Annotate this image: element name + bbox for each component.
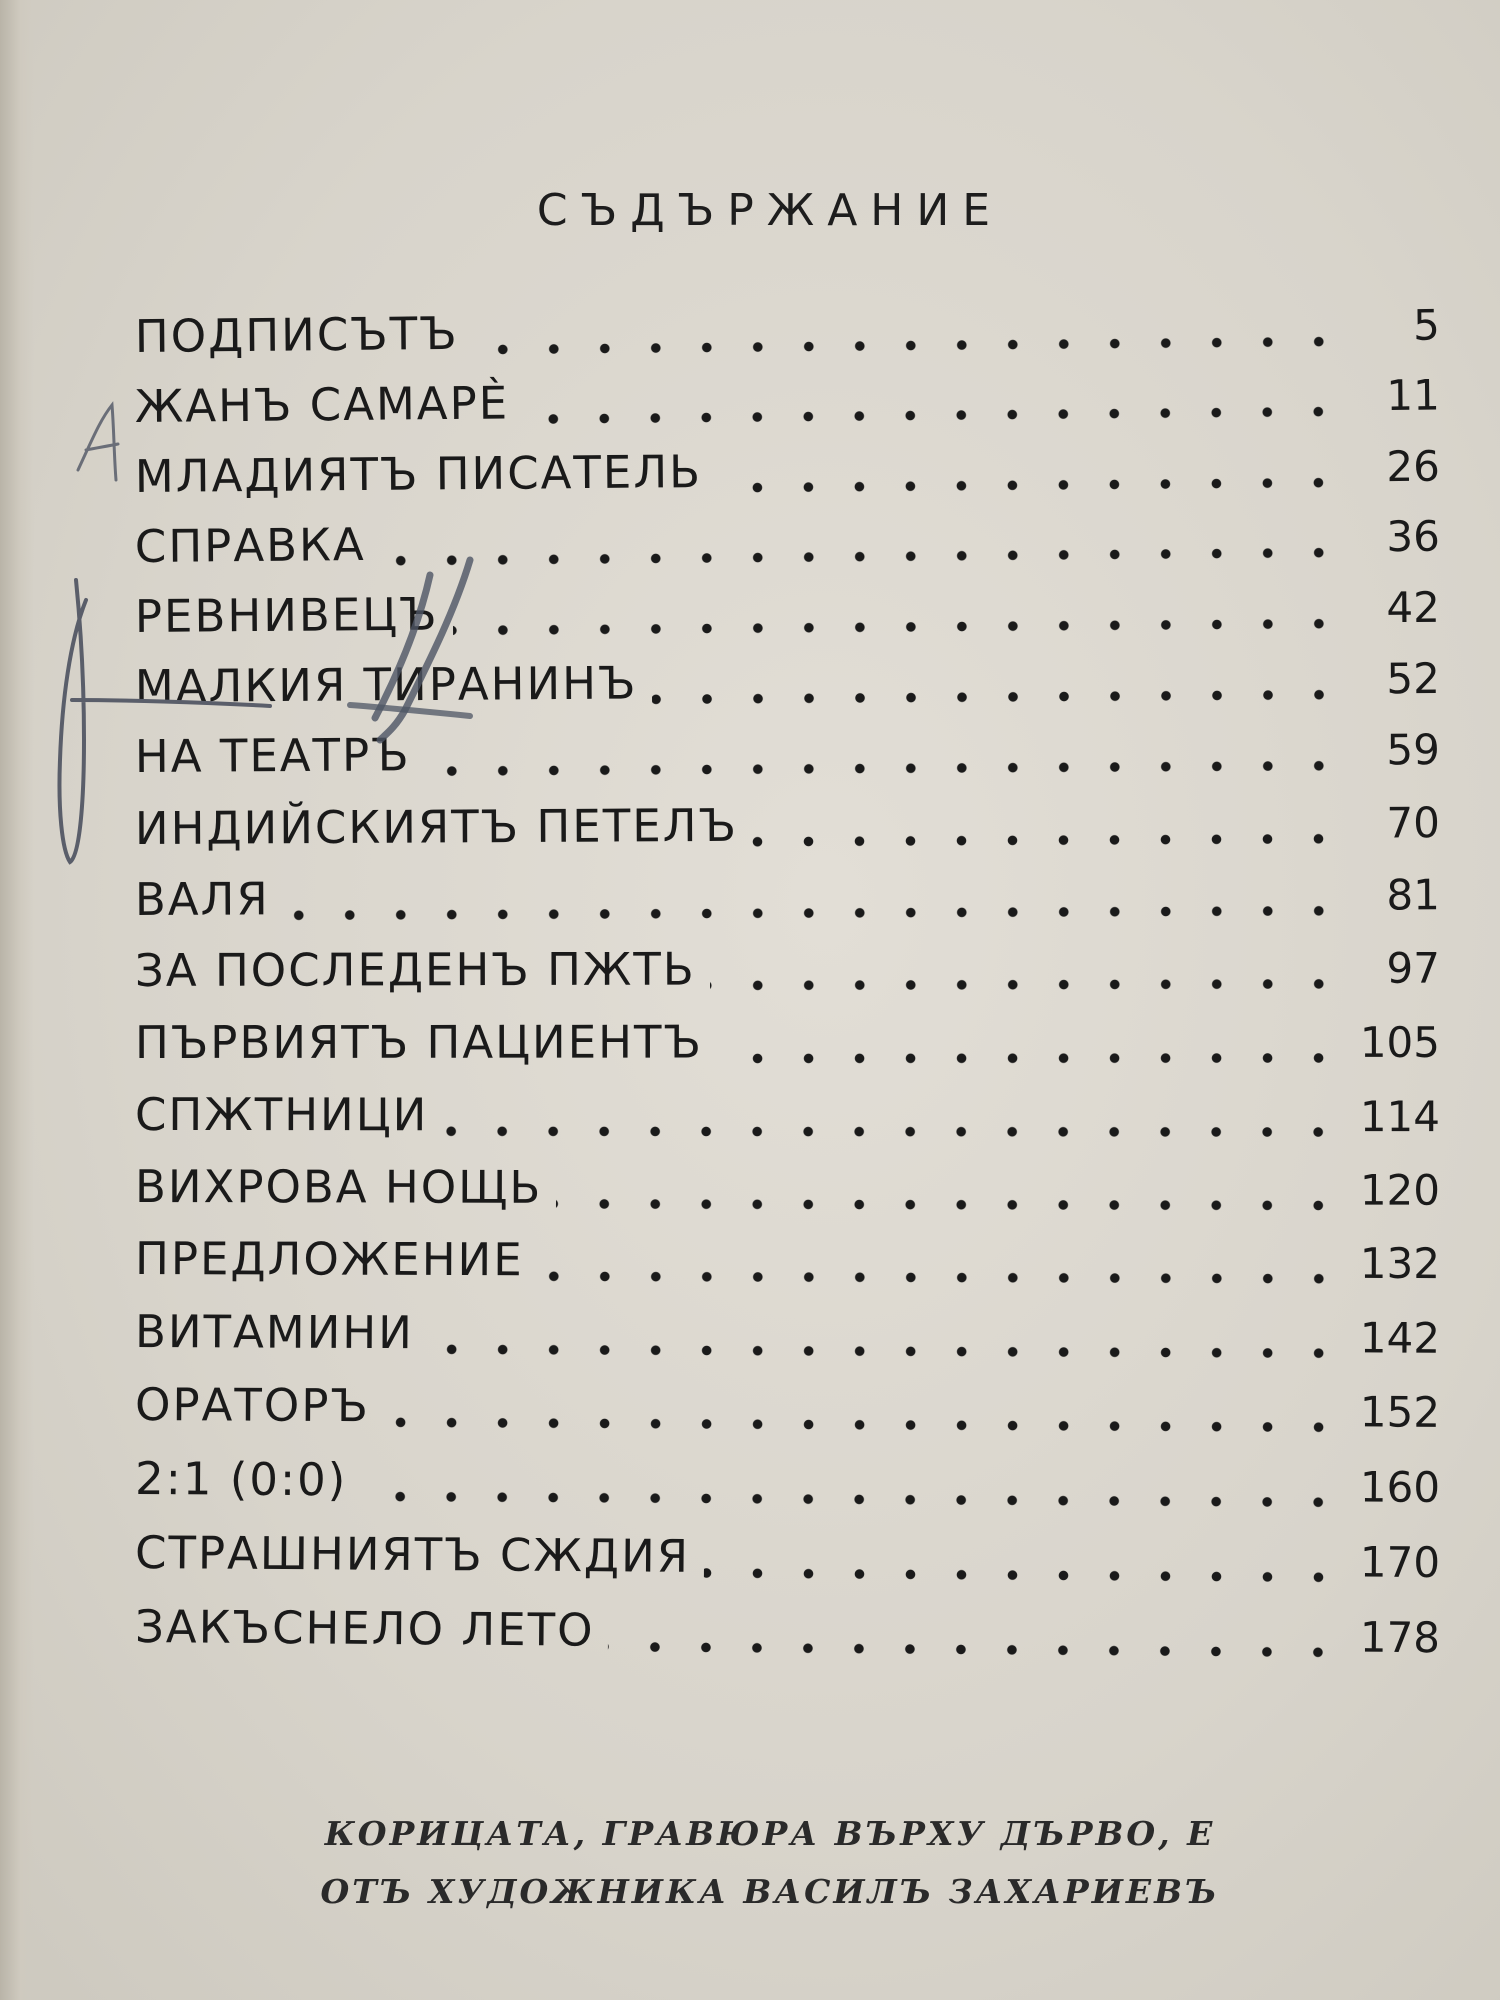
dot-leader: [442, 1126, 1344, 1137]
toc-entry: [135, 1305, 1440, 1383]
dot-leader: [425, 761, 1344, 777]
toc-entry: [135, 1232, 1440, 1308]
toc-entry-page: 36: [1386, 511, 1441, 562]
toc-entry-page: 26: [1386, 441, 1441, 492]
toc-entry-title: ЖАНЪ САМАРЀ: [134, 376, 510, 433]
dot-leader: [384, 1417, 1344, 1432]
toc-entry: [135, 941, 1440, 1016]
toc-entry: [135, 795, 1440, 874]
toc-entry-title: ЗАКЪСНЕЛО ЛЕТО: [134, 1600, 595, 1657]
toc-entry-title: ПЪРВИЯТЪ ПАЦИЕНТЪ: [134, 1015, 703, 1069]
toc-entry-page: 97: [1386, 943, 1441, 993]
toc-entry: [135, 1452, 1440, 1532]
toc-entry-page: 70: [1386, 798, 1441, 848]
toc-entry: [135, 1015, 1440, 1088]
toc-entry-page: 142: [1359, 1313, 1441, 1363]
toc-entry-title: ПРЕДЛОЖЕНИЕ: [134, 1232, 524, 1287]
toc-entry-title: РЕВНИВЕЦЪ: [134, 587, 439, 643]
toc-entry: [135, 1160, 1440, 1235]
toc-entry-page: 160: [1359, 1462, 1441, 1512]
toc-entry: [135, 509, 1441, 592]
dot-leader: [752, 834, 1344, 847]
page-title: СЪДЪРЖАНИЕ: [536, 185, 1004, 236]
pencil-mark-letter: [78, 405, 118, 480]
toc-entry-title: ПОДПИСЪТЪ: [134, 306, 459, 363]
toc-entry-page: 42: [1386, 582, 1441, 633]
toc-entry-title: ОРАТОРЪ: [134, 1378, 371, 1433]
dot-leader: [704, 1568, 1344, 1582]
toc-entry-page: 170: [1359, 1537, 1441, 1588]
toc-entry-title: ИНДИЙСКИЯТЪ ПЕТЕЛЪ: [134, 798, 739, 855]
dot-leader: [652, 690, 1345, 705]
toc-entry-page: 81: [1386, 870, 1441, 920]
dot-leader: [361, 1491, 1344, 1507]
toc-entry: [135, 1088, 1440, 1161]
toc-entry-title: ВИХРОВА НОЩЬ: [134, 1160, 543, 1214]
toc-entry: [135, 580, 1441, 662]
toc-entry: [135, 867, 1440, 945]
toc-entry-page: 152: [1359, 1387, 1441, 1437]
toc-entry-title: СПРАВКА: [134, 517, 366, 573]
toc-entry-page: 178: [1359, 1612, 1441, 1663]
toc-entry-title: 2:1 (0:0): [134, 1452, 348, 1507]
dot-leader: [717, 1053, 1344, 1064]
spine-shadow: [0, 0, 34, 2000]
dot-leader: [428, 1344, 1344, 1358]
toc-entry-title: СТРАШНИЯТЪ СЖДИЯ: [134, 1526, 691, 1583]
dot-leader: [523, 406, 1344, 424]
toc-entry: [135, 722, 1440, 802]
dot-leader: [538, 1271, 1344, 1284]
toc-entry: [135, 651, 1440, 732]
dot-leader: [710, 979, 1344, 991]
toc-entry-page: 120: [1359, 1165, 1441, 1215]
cover-credit: [0, 1805, 1500, 1921]
cover-credit-line: КОРИЦАТА, ГРАВЮРА ВЪРХУ ДЪРВО, Е: [324, 1814, 1216, 1853]
dot-leader: [556, 1199, 1344, 1211]
toc-entry-title: МАЛКИЯ ТИРАНИНЪ: [134, 656, 638, 713]
dot-leader: [608, 1642, 1344, 1658]
cover-credit-line: ОТЪ ХУДОЖНИКА ВАСИЛЪ ЗАХАРИЕВЪ: [320, 1872, 1220, 1911]
dot-leader: [473, 336, 1344, 354]
toc-entry-title: ВАЛЯ: [134, 872, 270, 926]
toc-entry-page: 52: [1386, 653, 1441, 704]
toc-entry-page: 5: [1412, 300, 1441, 350]
dot-leader: [453, 619, 1344, 636]
toc-entry: [135, 1378, 1440, 1457]
toc-entry: [135, 1600, 1441, 1682]
toc-entry-page: 114: [1359, 1092, 1441, 1142]
toc-entry-page: 105: [1359, 1017, 1441, 1067]
toc-entry-title: МЛАДИЯТЪ ПИСАТЕЛЬ: [134, 445, 703, 503]
toc-entry-page: 59: [1386, 725, 1441, 775]
toc-entry: [135, 1526, 1440, 1607]
dot-leader: [716, 477, 1344, 492]
toc-entry-title: СПЖТНИЦИ: [134, 1088, 429, 1142]
toc-entry-title: ЗА ПОСЛЕДЕНЪ ПЖТЬ: [134, 942, 696, 997]
table-of-contents: [134, 300, 1441, 1680]
toc-entry-page: 11: [1386, 370, 1441, 420]
dot-leader: [284, 906, 1344, 921]
toc-entry-title: НА ТЕАТРЪ: [134, 728, 411, 783]
toc-entry-page: 132: [1359, 1238, 1441, 1289]
dot-leader: [380, 547, 1344, 565]
toc-entry-title: ВИТАМИНИ: [134, 1305, 414, 1360]
